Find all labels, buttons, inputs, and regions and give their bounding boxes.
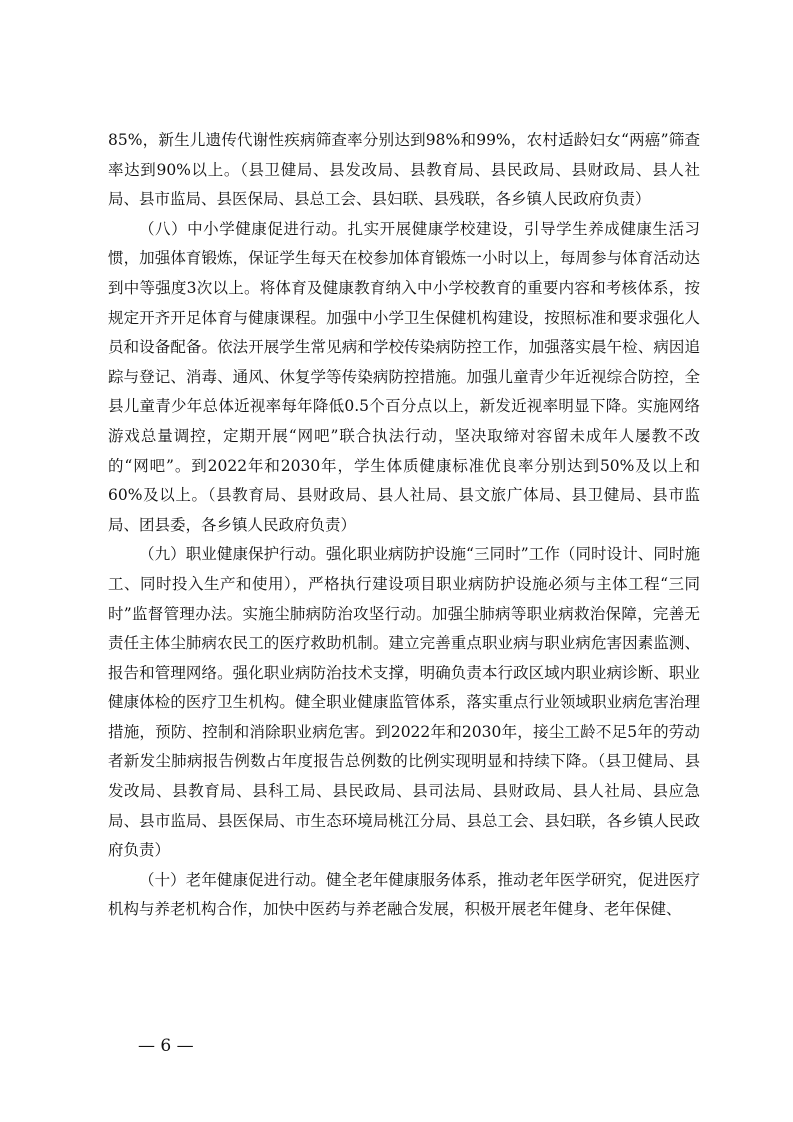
paragraph-section-10	[108, 866, 700, 925]
paragraph-section-9	[108, 540, 700, 866]
paragraph-section-8	[108, 215, 700, 541]
section-heading: （八）中小学健康促进行动。	[139, 219, 348, 238]
paragraph-continuation	[108, 126, 700, 215]
paragraph-text: 85%，新生儿遗传代谢性疾病筛查率分别达到98%和99%，农村适龄妇女“两癌”筛查率达到90%以上。（县卫健局、县发改局、县教育局、县民政局、县财政局、县人社局、县市监局、县医保局、县总工会、县妇联、县残联，各乡镇人民政府负责）	[108, 131, 700, 209]
document-body	[108, 126, 700, 925]
section-heading: （九）职业健康保护行动。	[139, 545, 326, 564]
page-number: — 6 —	[138, 1036, 194, 1056]
section-heading: （十）老年健康促进行动。	[139, 870, 327, 889]
paragraph-text: 健全老年健康服务体系，推动老年医学研究，促进医疗机构与养老机构合作，加快中医药与养老融合发展，积极开展老年健身、老年保健、	[108, 870, 700, 919]
paragraph-text: 扎实开展健康学校建设，引导学生养成健康生活习惯，加强体育锻炼，保证学生每天在校参加体育锻炼一小时以上，每周参与体育活动达到中等强度3次以上。将体育及健康教育纳入中小学校教育的重要内容和考核体系，按规定开齐开足体育与健康课程。加强中小学卫生保健机构建设，按照标准和要求强化人员和设备配备。依法开展学生常见病和学校传染病防控工作，加强落实晨午检、病因追踪与登记、消毒、通风、休复学等传染病防控措施。加强儿童青少年近视综合防控，全县儿童青少年总体近视率每年降低0.5个百分点以上，新发近视率明显下降。实施网络游戏总量调控，定期开展“网吧”联合执法行动，坚决取缔对容留未成年人屡教不改的“网吧”。到2022年和2030年，学生体质健康标准优良率分别达到50%及以上和60%及以上。（县教育局、县财政局、县人社局、县文旅广体局、县卫健局、县市监局、团县委，各乡镇人民政府负责）	[108, 219, 700, 534]
paragraph-text: 强化职业病防护设施“三同时”工作（同时设计、同时施工、同时投入生产和使用），严格执行建设项目职业病防护设施必须与主体工程“三同时”监督管理办法。实施尘肺病防治攻坚行动。加强尘肺病等职业病救治保障，完善无责任主体尘肺病农民工的医疗救助机制。建立完善重点职业病与职业病危害因素监测、报告和管理网络。强化职业病防治技术支撑，明确负责本行政区域内职业病诊断、职业健康体检的医疗卫生机构。健全职业健康监管体系，落实重点行业领域职业病危害治理措施，预防、控制和消除职业病危害。到2022年和2030年，接尘工龄不足5年的劳动者新发尘肺病报告例数占年度报告总例数的比例实现明显和持续下降。（县卫健局、县发改局、县教育局、县科工局、县民政局、县司法局、县财政局、县人社局、县应急局、县市监局、县医保局、市生态环境局桃江分局、县总工会、县妇联，各乡镇人民政府负责）	[108, 545, 700, 860]
